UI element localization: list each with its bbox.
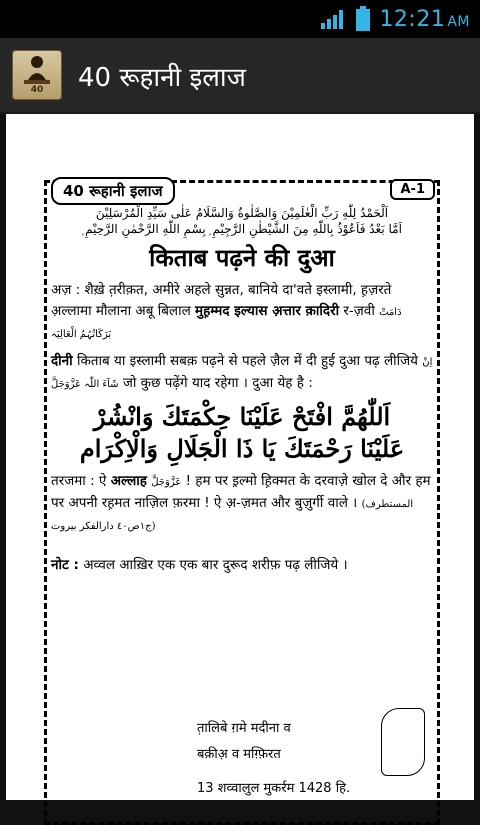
app-logo-text: 40 bbox=[30, 85, 44, 95]
dua-line-2: عَلَيْنَا رَحْمَتَكَ يَا ذَا الْجَلَالِ وَالْاِكْرَام bbox=[79, 434, 405, 463]
instruction-arabic: اِنْ شَآءَ اللّٰہ عَزَّوَجَلَّ bbox=[51, 357, 433, 390]
source-reference: (المستطرف ج١ص٤٠ دارالفکر بیروت) bbox=[51, 499, 414, 532]
instruction-text-end: जो कुछ पढ़ेंगे याद रहेगा । दुआ येह है : bbox=[118, 375, 313, 391]
instruction-paragraph bbox=[47, 351, 437, 395]
note-text: अव्वल आख़िर एक एक बार दुरूद शरीफ़ पढ़ लीजिये । bbox=[78, 557, 348, 573]
status-icons bbox=[319, 4, 470, 34]
arabic-opening-line-2: اَمَّا بَعْدُ فَاَعُوْذُ بِاللّٰهِ مِنَ الشَّيْطٰنِ الرَّجِيْمِ ۭ بِسْمِ اللّٰهِ الرَّحْمٰنِ الرَّحِيْمِ ۭ bbox=[82, 222, 402, 236]
wifi-icon bbox=[319, 8, 347, 30]
dua-line-1: اَللّٰھُمَّ افْتَحْ عَلَيْنَا حِكْمَتَكَ وَانْشُرْ bbox=[93, 402, 391, 431]
signature-seal-icon bbox=[381, 708, 425, 776]
signature-line-1: त़ालिबे ग़मे मदीना व bbox=[197, 721, 291, 736]
status-clock: 12:21 AM bbox=[379, 6, 470, 32]
app-title: 40 रूहानी इलाज bbox=[78, 63, 246, 93]
translation-arabic: عَزَّوَجَلَّ bbox=[151, 477, 182, 488]
signature-line-2: बक़ीअ़ व मग़्फ़िरत bbox=[197, 747, 281, 762]
signature-date: 13 शव्वालुल मुकर्रम 1428 हि. bbox=[197, 781, 351, 796]
battery-icon bbox=[355, 6, 371, 32]
signature-block bbox=[197, 716, 417, 802]
note-paragraph bbox=[47, 555, 437, 576]
author-arabic-honorific: دَامَتْ بَرَکَاتُہُمُ الْعَالِيَہ bbox=[51, 307, 402, 340]
document-ref: A-1 bbox=[390, 179, 435, 200]
translation-label: तरजमा : ऐ bbox=[51, 473, 111, 489]
instruction-text: किताब या इस्लामी सबक़ पढ़ने से पहले ज़ैल में दी हुई दुआ पढ़ लीजिये bbox=[72, 353, 423, 369]
arabic-opening-line-1: اَلْحَمْدُ لِلّٰهِ رَبِّ الْعٰلَمِيْنَ وَالصَّلٰوةُ وَالسَّلَامُ عَلٰى سَيِّدِ الْمُرْسَلِيْنَ bbox=[95, 206, 389, 220]
translation-paragraph bbox=[47, 471, 437, 537]
dua-heading: किताब पढ़ने की दुआ bbox=[149, 244, 335, 272]
note-label: नोट : bbox=[51, 557, 79, 573]
translation-allah: अल्लाह bbox=[110, 473, 147, 489]
author-text: अज़ : शैखे़ त़रीक़त, अमीरे अहले सुन्नत, बानिये दा'वते इस्लामी, ह़ज़रते अ़ल्लामा मौलाना अबू बिलाल bbox=[51, 282, 392, 319]
author-paragraph bbox=[47, 280, 437, 345]
document-frame bbox=[44, 180, 440, 825]
status-bar bbox=[0, 0, 480, 38]
action-bar bbox=[0, 38, 480, 114]
author-text-2: र-ज़वी bbox=[339, 303, 375, 319]
translation-text: ! हम पर इ़ल्मो ह़िक्मत के दरवाज़े खोल दे और हम पर अपनी रह़मत नाज़िल फ़रमा ! ऐ अ़-ज़मत और बुज़ुर्गी वाले । bbox=[51, 473, 431, 511]
author-name: मुह़म्मद इल्यास अ़त्तार क़ादिरी bbox=[195, 303, 340, 319]
instruction-bold: दीनी bbox=[51, 353, 73, 369]
content-page bbox=[6, 114, 474, 800]
document-title: 40 रूहानी इलाज bbox=[51, 177, 175, 205]
app-logo-icon[interactable] bbox=[12, 50, 62, 100]
